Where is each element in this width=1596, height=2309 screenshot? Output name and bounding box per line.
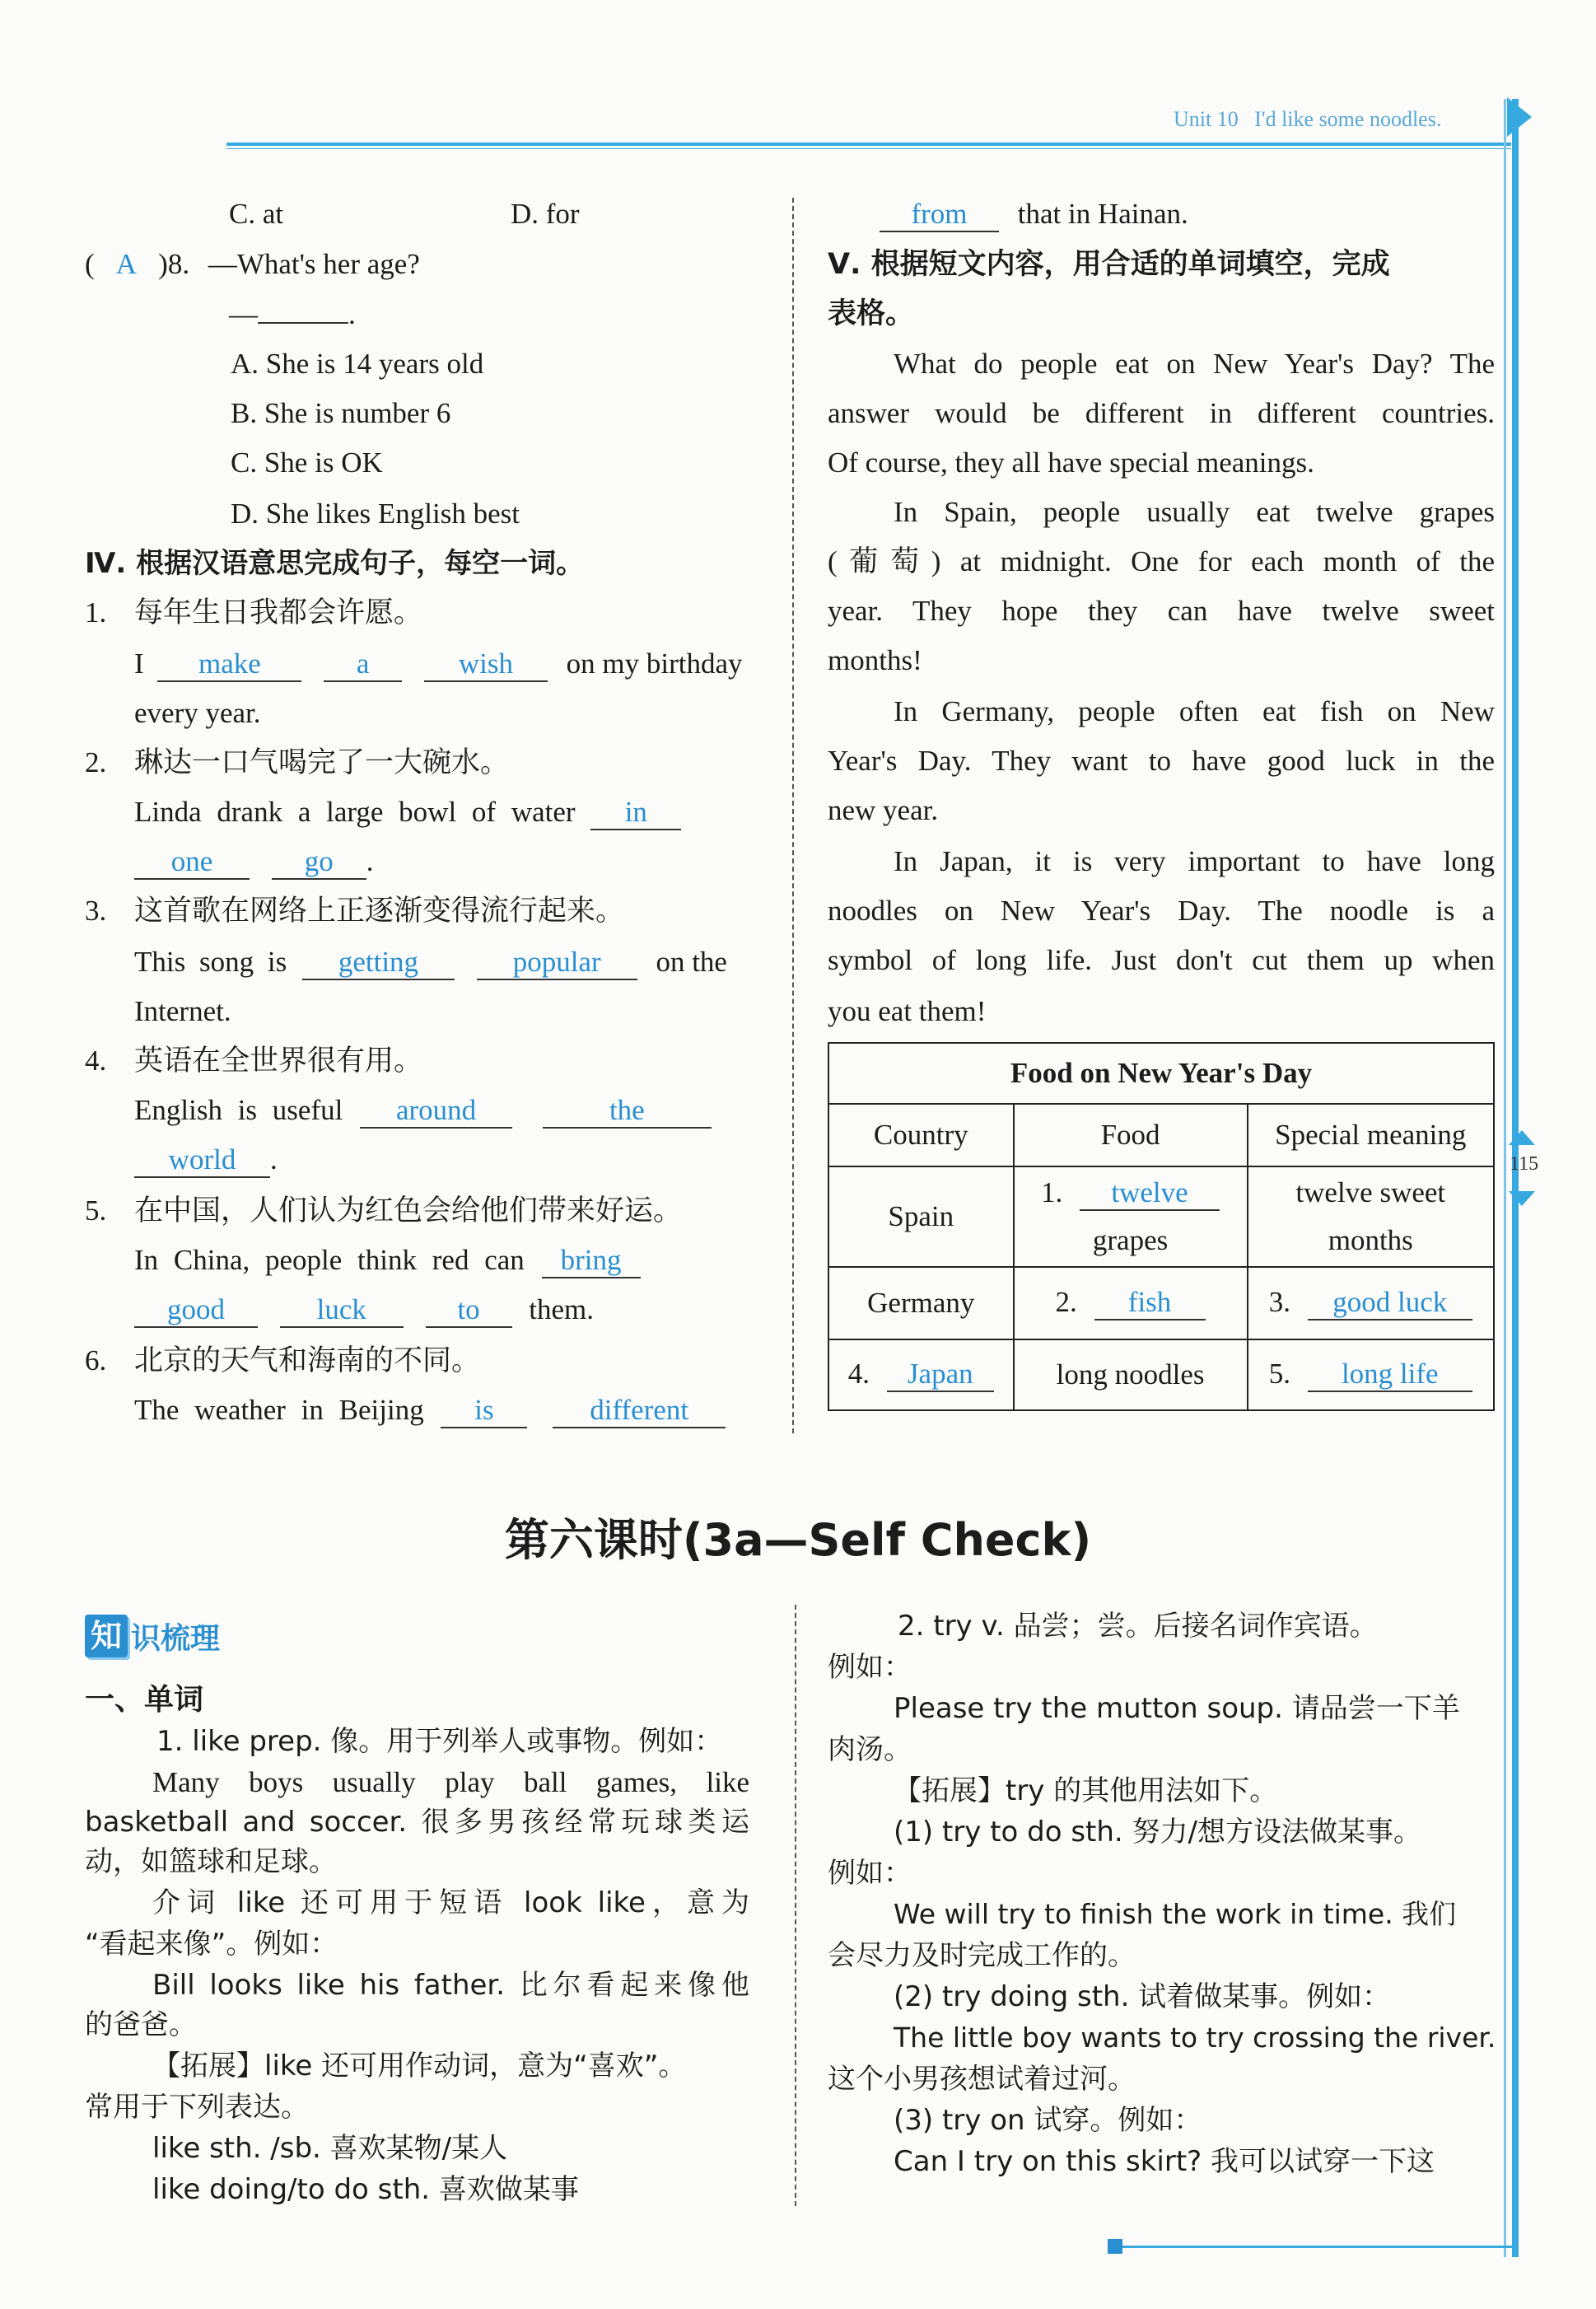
table-title: Food on New Year's Day [828,1043,1494,1104]
s4-item4-english-2 [134,1140,278,1180]
try-line-6: (1) try to do sth. 努力/想方设法做某事。 [894,1816,1422,1849]
q8-option-a: A. She is 14 years old [231,348,484,380]
passage-line-11: In Japan, it is very important to have long [894,845,1495,877]
s4-item3-english [134,942,727,982]
s4-item6-pre: The weather in Beijing [134,1394,424,1426]
s4-item1-post2: every year. [134,697,261,729]
s4-item2-blank1: in [590,796,681,830]
s4-item5-post: them. [529,1293,594,1325]
s4-item2-chinese: 琳达一口气喝完了一大碗水。 [134,746,510,779]
s4-item3-chinese: 这首歌在网络上正逐渐变得流行起来。 [134,895,625,928]
footer-rule [1122,2246,1518,2248]
knowledge-badge-text: 识梳理 [131,1621,221,1656]
lesson-title: 第六课时(3a—Self Check) [504,1514,1092,1566]
s4-item2-pre: Linda drank a large bowl of water [134,796,576,828]
table-blank5-number: 5. [1268,1358,1291,1390]
s4-item5-blank1: bring [542,1244,641,1278]
table-blank5: long life [1308,1358,1472,1392]
table-japan-cell [828,1339,1014,1410]
table-header-meaning: Special meaning [1248,1104,1494,1166]
s4-item3-pre: This song is [134,946,287,978]
s4-item5-blank4: to [426,1293,512,1328]
side-band [1512,99,1519,2257]
q8-question: —What's her age? [208,248,420,280]
q8-blank [258,322,348,324]
s4-item5-blank3: luck [280,1293,404,1328]
s4-item1-blank1: make [157,647,301,682]
passage-line-6: year. They hope they can have twelve sweet [828,595,1495,627]
table-blank4: Japan [887,1358,994,1392]
table-months: months [1328,1224,1413,1256]
vocab-heading: 一、单词 [85,1683,204,1717]
q8-answer-line [229,295,356,334]
column-divider-bottom [795,1605,796,2206]
s4-item1-english [134,644,743,684]
s4-item1-number: 1. [85,596,107,629]
s4-item4-end: . [270,1143,278,1176]
column-divider-top [792,198,794,1433]
knowledge-badge [85,1615,220,1661]
table-germany: Germany [828,1267,1014,1339]
try-line-3: Please try the mutton soup. 请品尝一下羊 [894,1692,1460,1725]
q8-paren-close: ) [158,248,168,280]
table-long-noodles: long noodles [1014,1339,1248,1410]
try-line-1: 2. try v. 品尝；尝。后接名词作宾语。 [898,1610,1378,1643]
s4-item6-blank1: is [441,1394,527,1428]
try-line-8: We will try to finish the work in time. 我们 [894,1898,1457,1930]
like-line-8: 的爸爸。 [85,2008,197,2041]
q8-line [85,245,420,284]
passage-line-8: In Germany, people often eat fish on New [894,695,1495,727]
table-header-country: Country [828,1104,1014,1166]
s4-item1-pre: I [134,647,144,680]
try-line-10: (2) try doing sth. 试着做某事。例如： [894,1980,1391,2013]
try-line-7: 例如： [828,1857,912,1890]
passage-line-7: months! [828,644,922,676]
table-japan-meaning [1248,1339,1494,1410]
q8-period: . [348,298,356,330]
page-number-marker-top [1509,1130,1535,1145]
q8-option-b: B. She is number 6 [231,397,451,429]
s4-item3-post2: Internet. [134,995,231,1027]
side-band-inner [1504,99,1506,2257]
s4-item6-blank2: different [553,1394,726,1428]
header-rule [226,143,1511,146]
try-line-14: Can I try on this skirt? 我可以试穿一下这 [894,2145,1435,2178]
table-blank3-number: 3. [1268,1286,1291,1318]
s4-item4-blank2: the [543,1094,712,1129]
table-blank4-number: 4. [847,1358,870,1390]
passage-line-13: symbol of long life. Just don't cut them up when [828,944,1495,976]
like-line-4: 动，如篮球和足球。 [85,1845,337,1878]
table-germany-food [1014,1267,1248,1339]
table-blank3: good luck [1308,1286,1472,1320]
s4-item6-english [134,1391,726,1430]
s4-item1-blank2: a [324,647,402,682]
table-spain-food [1014,1166,1248,1267]
like-line-2: Many boys usually play ball games, like [152,1766,749,1798]
s4-item4-blank1: around [360,1094,512,1129]
table-blank1-number: 1. [1041,1176,1063,1208]
header-tab-icon [1507,97,1532,137]
s4-item2-english-2 [134,842,374,881]
header-unit: Unit 10 [1174,107,1239,131]
s4-item4-number: 4. [85,1045,107,1077]
try-line-2: 例如： [828,1651,912,1684]
passage-line-2: answer would be different in different countries. [828,397,1495,429]
s4-item3-number: 3. [85,895,107,927]
like-line-10: 常用于下列表达。 [85,2091,309,2124]
q8-option-d: D. She likes English best [231,498,520,530]
s4-item1-chinese: 每年生日我都会许愿。 [134,596,423,629]
s4-item6-chinese: 北京的天气和海南的不同。 [134,1344,481,1377]
s4-item5-chinese: 在中国，人们认为红色会给他们带来好运。 [134,1194,683,1227]
q8-dash: — [229,298,258,330]
s4-item6-blank3: from [880,198,999,232]
q8-option-c: C. She is OK [231,446,383,479]
section5-title-line1: Ⅴ. 根据短文内容，用合适的单词填空，完成 [828,248,1390,281]
s4-item2-blank3: go [272,845,366,880]
try-line-4: 肉汤。 [828,1733,912,1766]
s4-item5-blank2: good [134,1293,258,1328]
like-line-12: like doing/to do sth. 喜欢做某事 [152,2173,579,2206]
section5-title-line2: 表格。 [828,297,915,330]
passage-line-3: Of course, they all have special meanings. [828,446,1314,479]
table-germany-meaning [1248,1267,1494,1339]
s4-item3-blank1: getting [302,946,455,980]
s4-item5-english [134,1241,641,1280]
try-line-11: The little boy wants to try crossing the river. [894,2022,1496,2054]
s4-item2-end: . [366,845,374,877]
q8-number: 8. [167,248,190,280]
passage-line-5: (葡萄) at midnight. One for each month of the [828,545,1495,577]
try-line-13: (3) try on 试穿。例如： [894,2104,1202,2137]
try-line-5: 【拓展】try 的其他用法如下。 [894,1774,1278,1807]
table-spain: Spain [828,1166,1014,1267]
s4-item2-number: 2. [85,746,107,778]
passage-line-1: What do people eat on New Year's Day? The [894,348,1495,380]
table-grapes: grapes [1092,1224,1169,1256]
table-spain-meaning [1248,1166,1494,1267]
passage-line-14: you eat them! [828,995,987,1027]
try-line-9: 会尽力及时完成工作的。 [828,1939,1136,1972]
s4-item1-post: on my birthday [566,647,743,680]
page-number-marker-bottom [1509,1191,1535,1206]
s4-item4-english [134,1091,712,1130]
s4-item4-chinese: 英语在全世界很有用。 [134,1045,423,1077]
like-line-1: 1. like prep. 像。用于列举人或事物。例如： [156,1725,723,1758]
s4-item4-blank3: world [134,1143,270,1178]
food-table [828,1042,1495,1411]
like-line-7: Bill looks like his father. 比尔看起来像他 [152,1969,749,2002]
s4-item1-blank3: wish [424,647,548,682]
s4-item5-number: 5. [85,1194,107,1227]
q7-option-d: D. for [511,198,580,230]
header-rule-thin [226,148,1511,149]
s4-item5-pre: In China, people think red can [134,1244,525,1276]
table-blank1: twelve [1080,1176,1220,1211]
q8-paren-open: ( [85,248,95,280]
s4-item2-blank2: one [134,845,250,880]
like-line-5: 介词 like 还可用于短语 look like，意为 [152,1886,749,1919]
section4-title: Ⅳ. 根据汉语意思完成句子，每空一词。 [85,547,585,580]
passage-line-12: noodles on New Year's Day. The noodle is a [828,895,1495,927]
header-title [1174,107,1441,132]
passage-line-10: new year. [828,794,939,826]
like-line-11: like sth. /sb. 喜欢某物/某人 [152,2132,508,2165]
footer-marker [1108,2239,1122,2254]
q7-option-c: C. at [229,198,284,230]
table-blank2: fish [1094,1286,1206,1320]
s4-item3-post: on the [656,946,727,978]
knowledge-badge-char: 知 [85,1615,128,1657]
s4-item3-blank2: popular [477,946,637,980]
table-header-food: Food [1014,1104,1248,1166]
s4-item6-post: that in Hainan. [1017,198,1188,230]
like-line-3: basketball and soccer. 很多男孩经常玩球类运 [85,1806,749,1839]
passage-line-9: Year's Day. They want to have good luck in the [828,745,1495,777]
like-line-9: 【拓展】like 还可用作动词，意为“喜欢”。 [152,2050,687,2082]
page-number: 115 [1510,1153,1539,1175]
like-line-6: “看起来像”。例如： [85,1928,338,1961]
s4-item5-english-2 [134,1290,594,1330]
s4-item2-english [134,792,748,832]
header-unit-title: I'd like some noodles. [1254,107,1442,131]
s4-item4-pre: English is useful [134,1094,343,1126]
try-line-12: 这个小男孩想试着过河。 [828,2063,1136,2096]
s4-item6-continued [880,194,1188,234]
table-twelve-sweet: twelve sweet [1295,1176,1446,1208]
q8-answer: A [115,248,138,280]
s4-item6-number: 6. [85,1344,107,1377]
passage-line-4: In Spain, people usually eat twelve grapes [894,496,1495,528]
table-blank2-number: 2. [1055,1286,1077,1318]
